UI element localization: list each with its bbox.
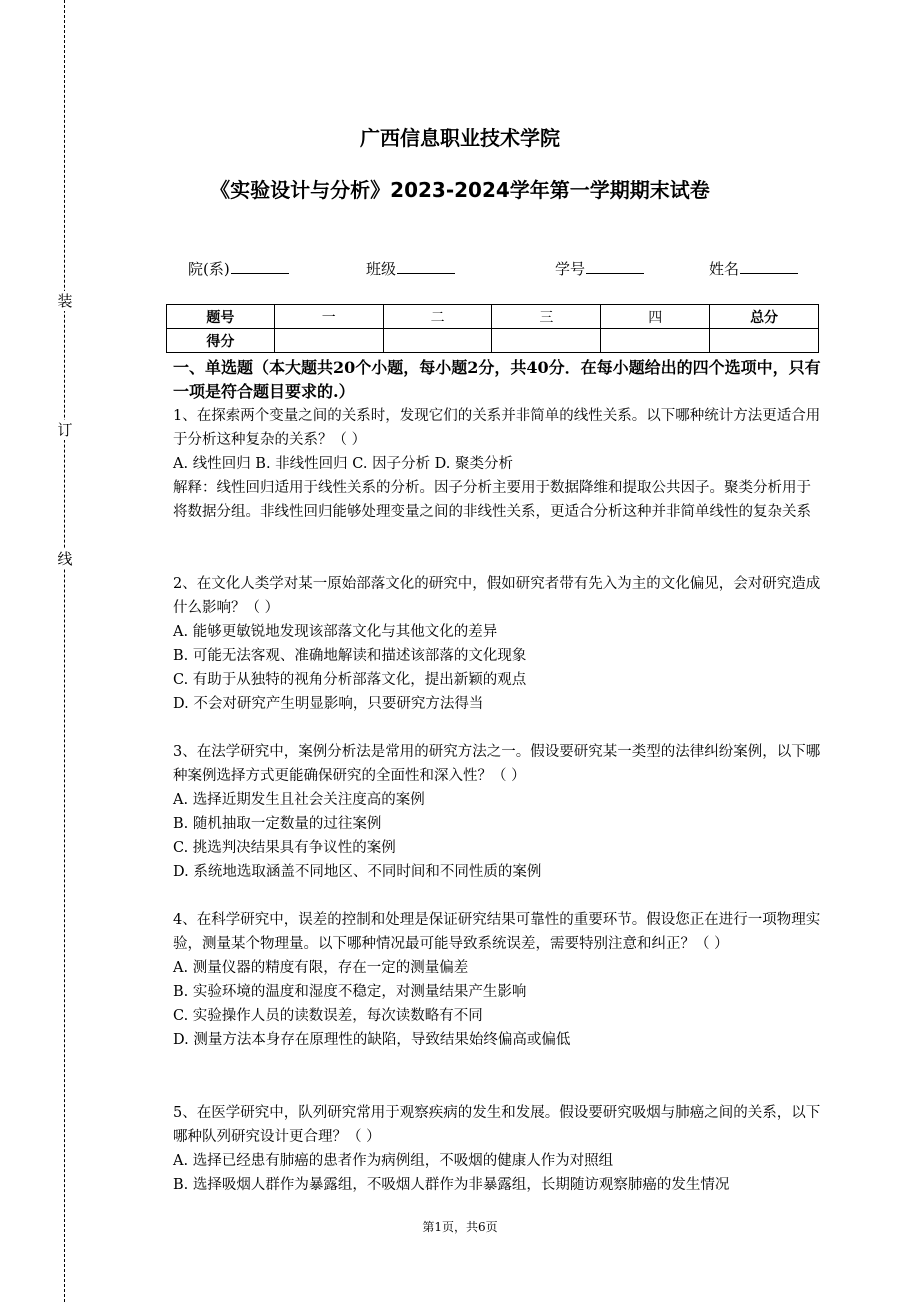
option-a: A. 能够更敏锐地发现该部落文化与其他文化的差异 [173, 624, 498, 640]
option-c: C. 有助于从独特的视角分析部落文化，提出新颖的观点 [173, 672, 527, 688]
score-header-cell: 三 [492, 305, 601, 329]
question-stem: 1、在探索两个变量之间的关系时，发现它们的关系并非简单的线性关系。以下哪种统计方法更适合用于分析这种复杂的关系？（ ） [173, 408, 821, 448]
score-cell[interactable] [274, 329, 383, 353]
option-d: D. 不会对研究产生明显影响，只要研究方法得当 [173, 696, 484, 712]
exam-title: 《实验设计与分析》2023-2024学年第一学期期末试卷 [210, 178, 710, 202]
student-id-blank[interactable] [586, 259, 644, 274]
score-header-cell: 题号 [167, 305, 275, 329]
binding-mark-xian: 线 [57, 550, 73, 568]
dept-field[interactable] [188, 258, 289, 279]
score-table [166, 304, 819, 353]
question-explanation: 解释：线性回归适用于线性关系的分析。因子分析主要用于数据降维和提取公共因子。聚类分析用于将数据分组。非线性回归能够处理变量之间的非线性关系，更适合分析这种并非简单线性的复杂关系 [173, 480, 811, 520]
option-b: B. 随机抽取一定数量的过往案例 [173, 816, 382, 832]
question-stem: 3、在法学研究中，案例分析法是常用的研究方法之一。假设要研究某一类型的法律纠纷案例，以下哪种案例选择方式更能确保研究的全面性和深入性？（ ） [173, 744, 821, 784]
score-table-header-row [167, 305, 819, 329]
name-label: 姓名 [709, 260, 740, 278]
name-blank[interactable] [740, 259, 798, 274]
score-header-cell: 二 [383, 305, 492, 329]
student-id-field[interactable] [555, 258, 644, 279]
score-cell[interactable] [710, 329, 819, 353]
section-heading: 一、单选题（本大题共20个小题，每小题2分，共40分．在每小题给出的四个选项中，只有一项是符合题目要求的.） [173, 358, 821, 401]
option-c: C. 挑选判决结果具有争议性的案例 [173, 840, 396, 856]
option-c: C. 实验操作人员的读数误差，每次读数略有不同 [173, 1008, 483, 1024]
score-cell[interactable] [601, 329, 710, 353]
score-header-cell: 总分 [710, 305, 819, 329]
class-blank[interactable] [397, 259, 455, 274]
question-3 [173, 740, 823, 884]
question-5 [173, 1101, 823, 1197]
dept-blank[interactable] [231, 259, 289, 274]
page-number: 第1页，共6页 [422, 1220, 498, 1234]
score-cell[interactable] [383, 329, 492, 353]
dept-label: 院(系) [188, 260, 230, 278]
class-field[interactable] [366, 258, 455, 279]
option-b: B. 可能无法客观、准确地解读和描述该部落的文化现象 [173, 648, 527, 664]
question-stem: 4、在科学研究中，误差的控制和处理是保证研究结果可靠性的重要环节。假设您正在进行一项物理实验，测量某个物理量。以下哪种情况最可能导致系统误差，需要特别注意和纠正？（ ） [173, 912, 821, 952]
option-a: A. 选择近期发生且社会关注度高的案例 [173, 792, 425, 808]
option-a: A. 测量仪器的精度有限，存在一定的测量偏差 [173, 960, 469, 976]
name-field[interactable] [709, 258, 798, 279]
question-stem: 2、在文化人类学对某一原始部落文化的研究中，假如研究者带有先入为主的文化偏见，会对研究造成什么影响？（ ） [173, 576, 821, 616]
question-4 [173, 908, 823, 1052]
option-a: A. 选择已经患有肺癌的患者作为病例组，不吸烟的健康人作为对照组 [173, 1153, 614, 1169]
question-stem: 5、在医学研究中，队列研究常用于观察疾病的发生和发展。假设要研究吸烟与肺癌之间的关系，以下哪种队列研究设计更合理？（ ） [173, 1105, 821, 1145]
binding-mark-zhuang: 装 [57, 292, 73, 310]
question-2 [173, 572, 823, 716]
score-header-cell: 一 [274, 305, 383, 329]
score-header-cell: 四 [601, 305, 710, 329]
binding-mark-ding: 订 [57, 421, 73, 439]
option-d: D. 测量方法本身存在原理性的缺陷，导致结果始终偏高或偏低 [173, 1032, 571, 1048]
option-b: B. 实验环境的温度和湿度不稳定，对测量结果产生影响 [173, 984, 527, 1000]
score-row-label: 得分 [167, 329, 275, 353]
school-name: 广西信息职业技术学院 [360, 126, 560, 150]
option-d: D. 系统地选取涵盖不同地区、不同时间和不同性质的案例 [173, 864, 542, 880]
class-label: 班级 [366, 260, 397, 278]
score-table-score-row [167, 329, 819, 353]
question-1 [173, 404, 823, 524]
question-options: A. 线性回归 B. 非线性回归 C. 因子分析 D. 聚类分析 [173, 456, 514, 472]
student-id-label: 学号 [555, 260, 586, 278]
option-b: B. 选择吸烟人群作为暴露组，不吸烟人群作为非暴露组，长期随访观察肺癌的发生情况 [173, 1177, 730, 1193]
score-cell[interactable] [492, 329, 601, 353]
